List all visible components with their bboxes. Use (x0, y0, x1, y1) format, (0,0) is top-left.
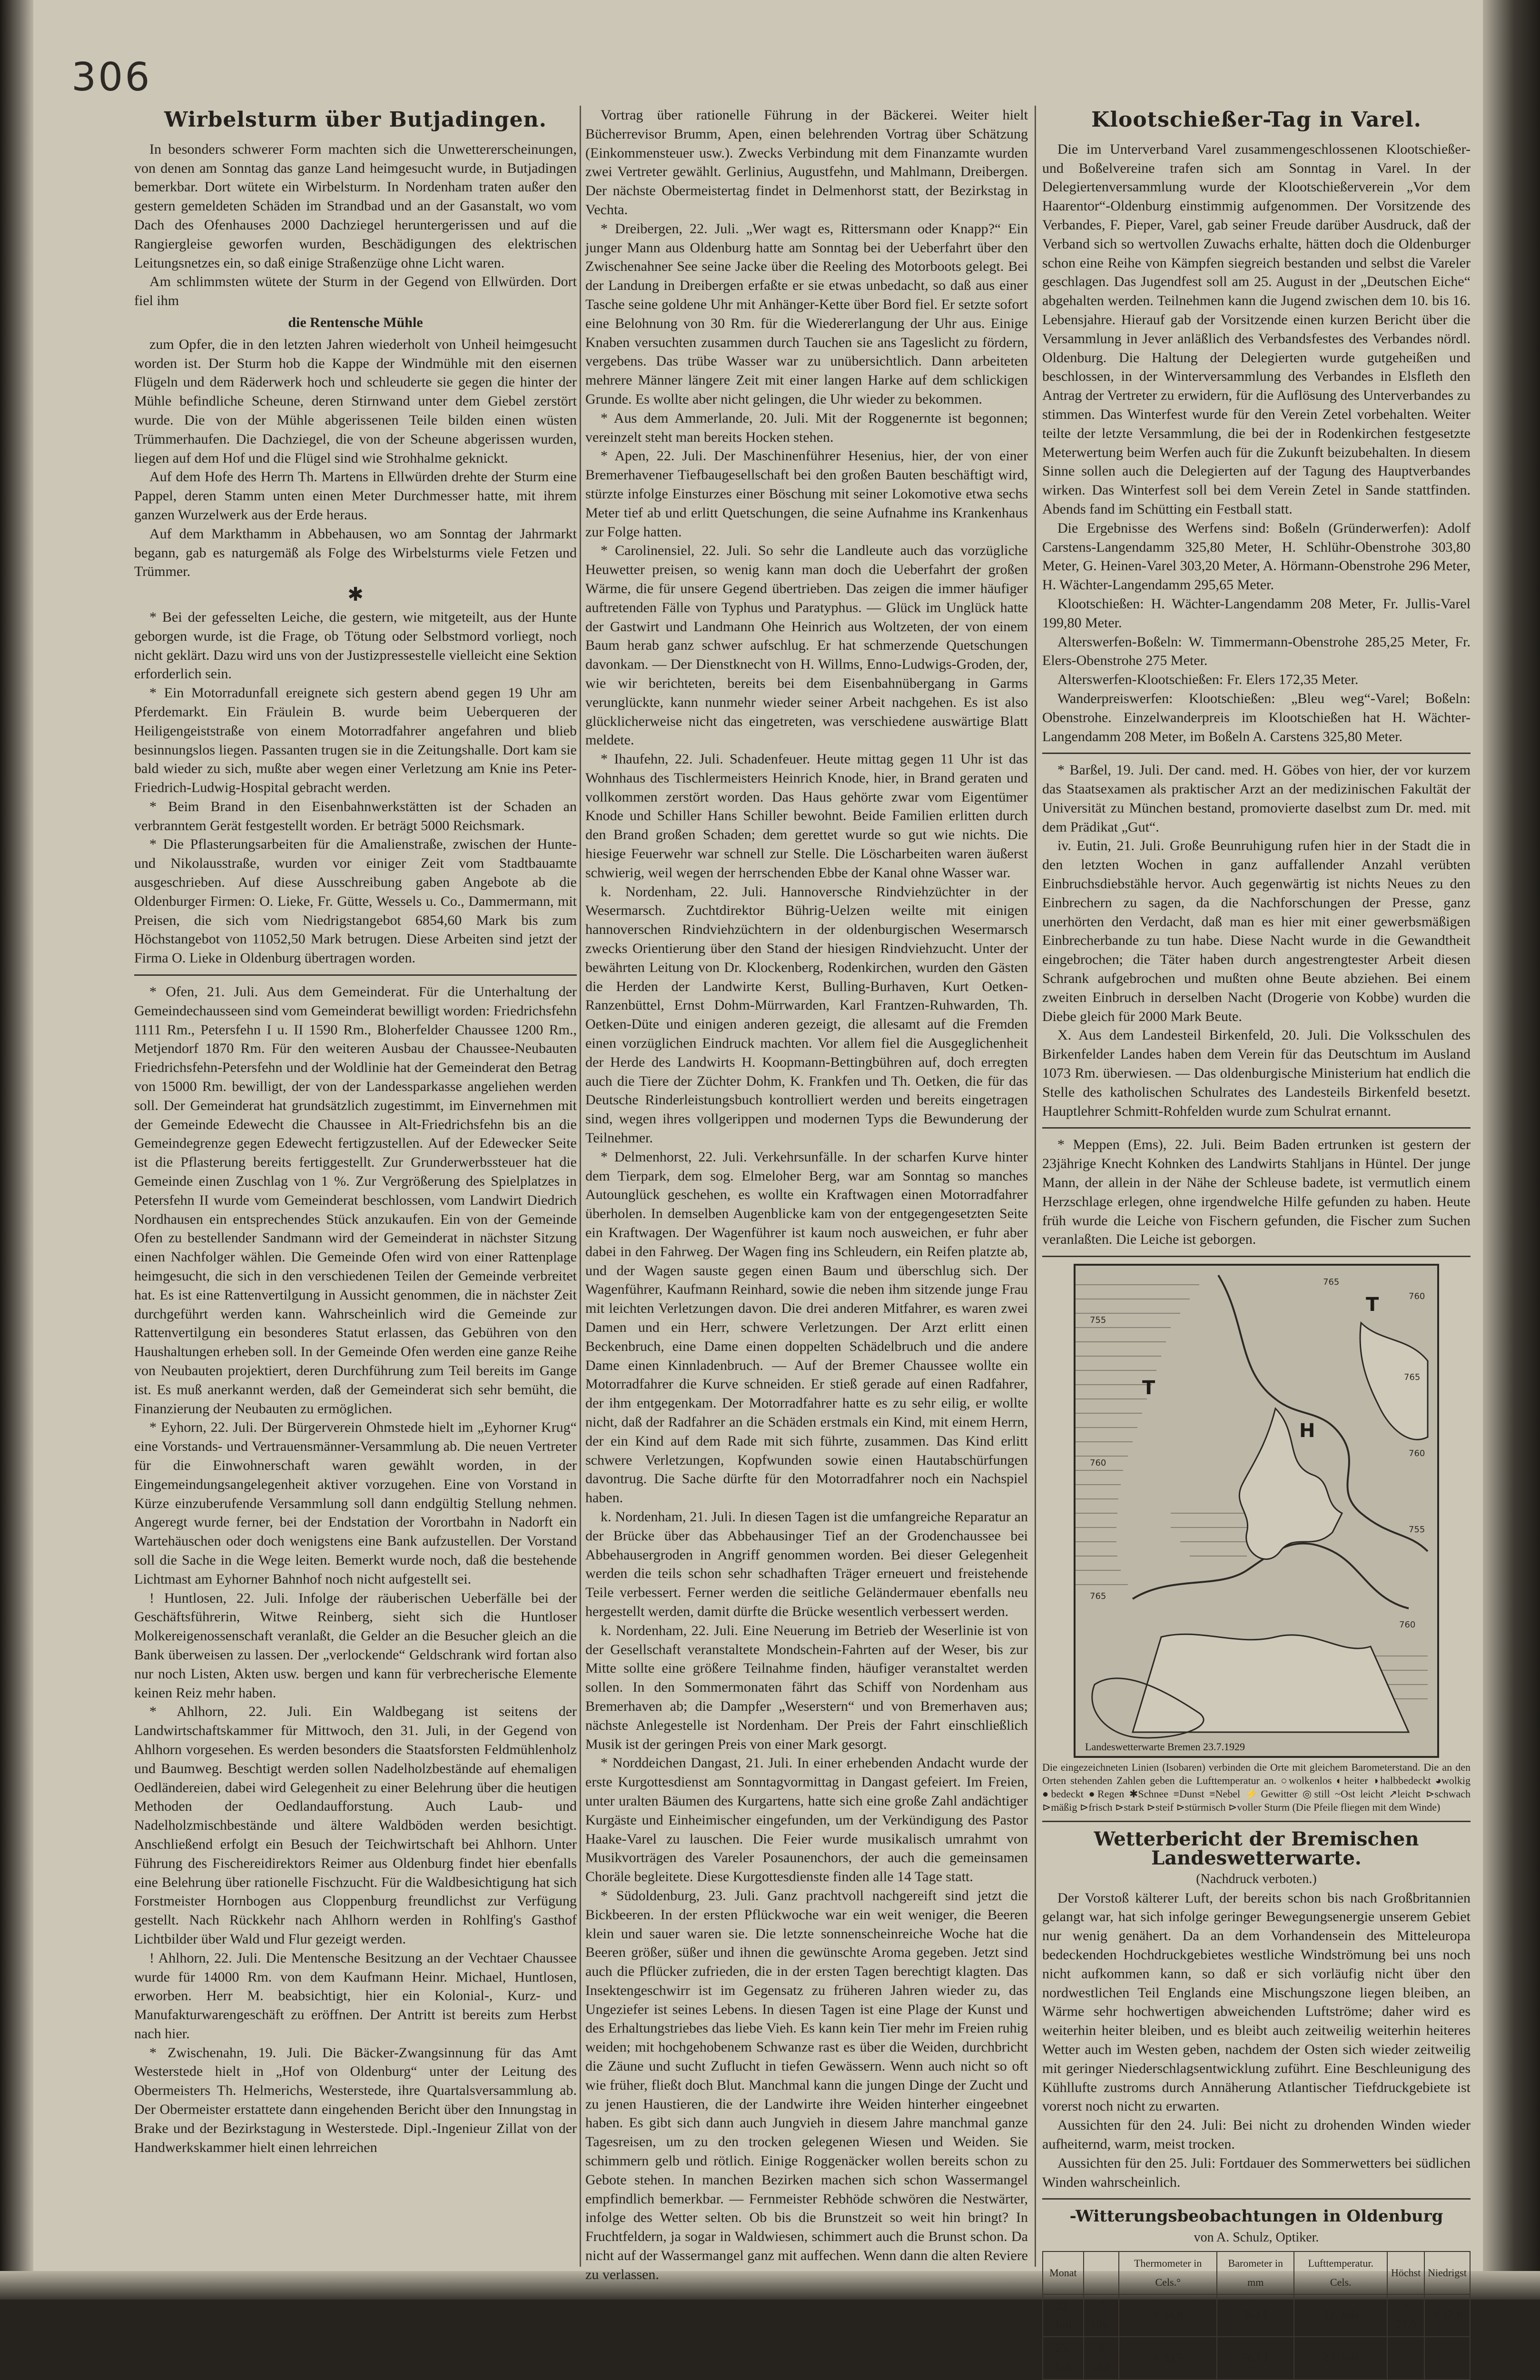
news-item: k. Nordenham, 21. Juli. In diesen Tagen ist die umfangreiche Reparatur an der Brücke über das Abbehausinger Tief an der Grodenchaussee bei Abbehausergroden in Angriff genommen worden. Bei dieser Gelegenheit werden die teils schon sehr schadhaften Träger erneuert und freistehende Teile verbessert. Ferner werden die seitliche Geländermauer ebenfalls neu hergestellt werden, damit dürfte die Brücke wesentlich verbessert werden. (585, 1508, 1028, 1619)
table-cell (1387, 2337, 1424, 2380)
section-rule (1042, 753, 1471, 754)
article-paragraph: Wanderpreiswerfen: Klootschießen: „Bleu weg“-Varel; Boßeln: Obenstrohe. Einzelwanderpreis im Klootschießen hat H. Wächter-Langendamm 208 Meter, im Boßeln A. Carstens 325,80 Meter. (1042, 690, 1471, 744)
article-paragraph: Klootschießen: H. Wächter-Langendamm 208 Meter, Fr. Jullis-Varel 199,80 Meter. (1042, 595, 1471, 631)
table-cell: + 17,8 (1424, 2294, 1470, 2337)
news-item: * Carolinensiel, 22. Juli. So sehr die Landleute auch das vorzügliche Heuwetter preisen, so wenig kann man doch die Ueberfahrt der großen Wärme, die für unsere Gegend übertrieben. Das zeigen die immer häufiger auftretenden Fälle von Typhus und Paratyphus. — Glück im Unglück hatte der Gastwirt und Landmann Ohe Heinrich aus Woltzeten, der von einem Baum herab ganz schwer aufschlug. Er hat schmerzende Quetschungen davonkam. — Der Dienstknecht von H. Willms, Enno-Ludwigs-Groden, der, wie wir berichteten, bereits bei dem Eisenbahnübergang in Garms verunglückte, kann nunmehr wieder seiner Arbeit nachgehen. Es ist also glücklicherweise nicht das eingetreten, was verschiedene auswärtige Blatt meldete. (585, 543, 1028, 748)
news-item: * Ofen, 21. Juli. Aus dem Gemeinderat. Für die Unterhaltung der Gemeindechausseen sind vom Gemeinderat bewilligt worden: Friedrichsfehn 1111 Rm., Petersfehn I u. II 1590 Rm., Bloherfelder Chaussee 1200 Rm., Metjendorf 1870 Rm. Für den weiteren Ausbau der Chaussee-Neubauten Friedrichsfehn-Petersfehn und der Woldlinie hat der Gemeinderat den Betrag von 15000 Rm. bewilligt, der von der Landessparkasse angeliehen werden soll. Der Gemeinderat hat grundsätzlich zugestimmt, im Einvernehmen mit der Gemeinde Edewecht die Chaussee in Alt-Friedrichsfehn bis an die Gemeindegrenze gegen Edewecht fertigzustellen. Auf der Edewecker Seite ist die Pflasterung bereits fertiggestellt. Zur Grunderwerbssteuer hat die Gemeinde einen Zuschlag von 1 %. Zur Vergrößerung des Spielplatzes in Petersfehn II wurde vom Gemeinderat beschlossen, vom Landwirt Diedrich Nordhausen ein entsprechendes Stück anzukaufen. Ein von der Gemeinde Ofen zu bestellender Sandmann wird der Gemeinderat in nächster Sitzung einen Nachfolger wählen. Die Gemeinde Ofen wird von einer Rattenplage heimgesucht, die sich in den verschiedenen Teilen der Gemeinde verbreitet hat. Es ist eine Rattenvertilgung in Aussicht genommen, die in nächster Zeit durchgeführt werden kann. Wahrscheinlich wird die Gemeinde zur Rattenvertilgung ein besonderes Statut erlassen, das Gebühren von den Haushaltungen erheben soll. In der Gemeinde Ofen werden eine ganze Reihe von Neubauten projektiert, deren Durchführung zum Teil bereits im Gange ist. Es muß anerkannt werden, daß der Gemeinderat sich sehr bemüht, die Finanzierung der Neubauten zu ermöglichen. (134, 984, 577, 1417)
section-rule (1042, 2198, 1471, 2200)
table-header-cell: Niedrigst (1424, 2251, 1470, 2294)
svg-text:H: H (1299, 1420, 1315, 1442)
table-row (1043, 2337, 1470, 2380)
news-item: * Zwischenahn, 19. Juli. Die Bäcker-Zwangsinnung für das Amt Westerstede hielt in „Hof von Oldenburg“ unter der Leitung des Obermeisters Th. Helmerichs, Westerstede, ihre Quartalsversammlung ab. Der Obermeister erstattete dann eingehenden Bericht über den Innungstag in Brake und der Bezirkstagung in Westerstede. Dipl.-Ingenieur Zillat von der Handwerkskammer hielt einen lehrreichen (134, 2044, 577, 2155)
table-header-cell: Lufttemperatur. Cels. (1294, 2251, 1387, 2294)
article-headline: Klootschießer-Tag in Varel. (1091, 108, 1422, 132)
article-paragraph: Am schlimmsten wütete der Sturm in der Gegend von Ellwürden. Dort fiel ihm (134, 274, 577, 309)
article-subheading: die Rentensche Mühle (288, 314, 423, 330)
map-legend: Die eingezeichneten Linien (Isobaren) verbinden die Orte mit gleichem Barometerstand. Die an den Orten stehenden Zahlen geben die Lufttemperatur an. ○wolkenlos ◐heiter ◑halbbedeckt ◕wolkig ●bedeckt ●Regen ✱Schnee ≡Dunst ≡Nebel ⚡Gewitter ◎still ~Ost leicht ↗leicht ⊳schwach ⊳mäßig ⊳frisch ⊳stark ⊳steif ⊳stürmisch ⊳voller Sturm (Die Pfeile fliegen mit dem Winde) (1042, 1761, 1471, 1814)
news-item: * Aus dem Ammerlande, 20. Juli. Mit der Roggenernte ist begonnen; vereinzelt steht man bereits Hocken stehen. (585, 410, 1028, 445)
table-header-cell (1084, 2251, 1119, 2294)
table-cell: + 27,9 (1387, 2294, 1424, 2337)
isobar-label: 765 (1090, 1591, 1106, 1602)
news-item: * Ihaufehn, 22. Juli. Schadenfeuer. Heute mittag gegen 11 Uhr ist das Wohnhaus des Tischlermeisters Heinrich Knode, hier, in Brand geraten und vollkommen zerstört worden. Das Haus gehörte zwar vom Eigentümer Knode und Schiller Hans Schiller bewohnt. Beide Familien erlitten durch den Brand großen Schaden; dem gerettet wurde so gut wie nichts. Die hiesige Feuerwehr war schnell zur Stelle. Die Löscharbeiten waren äußerst schwierig, weil wegen der herrschenden Ebbe der Kanal ohne Wasser war. (585, 751, 1028, 881)
table-header-cell: Monat (1043, 2251, 1084, 2294)
isobar-label: 760 (1090, 1458, 1106, 1468)
column-1 (134, 106, 577, 2157)
weather-report-heading: Wetterbericht der Bremischen Landeswetterwarte. (1094, 1828, 1419, 1870)
article-paragraph: zum Opfer, die in den letzten Jahren wiederholt von Unheil heimgesucht worden ist. Der Sturm hob die Kappe der Windmühle mit den eisernen Flügeln und dem Räderwerk hoch und schleuderte sie gegen die hinter der Mühle befindliche Scheune, deren Stirnwand unter dem Giebel zerstört wurde. Die von der Mühle abgerissenen Teile bilden einen wüsten Trümmerhaufen. Die Dachziegel, die von der Scheune abgerissen wurden, liegen auf dem Hof und die Flügel sind wie Strohhalme geknickt. (134, 336, 577, 466)
news-item: Vortrag über rationelle Führung in der Bäckerei. Weiter hielt Bücherrevisor Brumm, Apen, einen belehrenden Vortrag über Schätzung (Einkommensteuer usw.). Zwecks Verbindung mit dem Finanzamte wurden zwei Vertreter gewählt. Gerlinius, Augustfehn, und Mahlmann, Dreibergen. Der nächste Obermeistertag findet in Delmenhorst statt, der Bezirkstag in Vechta. (585, 107, 1028, 218)
table-header-row (1043, 2251, 1470, 2294)
article-paragraph: Auf dem Hofe des Herrn Th. Martens in Ellwürden drehte der Sturm eine Pappel, deren Stamm unten einen Meter Durchmesser hatte, mit ihrem ganzen Wurzelwerk aus der Erde heraus. (134, 469, 577, 523)
table-cell: 22. Juli (1294, 2294, 1387, 2337)
table-cell: + 24,8 (1119, 2294, 1217, 2337)
article-paragraph: Alterswerfen-Klootschießen: Fr. Elers 172,35 Meter. (1057, 672, 1359, 688)
observations-byline: von A. Schulz, Optiker. (1194, 2230, 1319, 2245)
news-item: * Ahlhorn, 22. Juli. Ein Waldbegang ist seitens der Landwirtschaftskammer für Mittwoch, den 31. Juli, in der Gegend von Ahlhorn vorgesehen. Es werden besonders die Staatsforsten Feldmühlenholz und Baumweg. Beschtigt werden sollen Nadelholzbestände auf ehemaligen Oedländereien, dabei wird Gelegenheit zu einer Belehrung über die heutigen Methoden der Oedlandaufforstung. Auch Laub- und Nadelholzmischbestände und ältere Waldböden werden besichtigt. Anschließend erfolgt ein Besuch der Teichwirtschaft bei Ahlhorn. Unter Führung des Fischereidirektors Reimer aus Oldenburg findet hier ebenfalls eine Belehrung über rationelle Fischzucht. Für die Waldbesichtigung hat sich Forstmeister Hornbogen aus Cloppenburg freundlichst zur Verfügung gestellt. Nach Rückkehr nach Ahlhorn werden in Rohlfing's Gasthof Lichtbilder über Wald und Flur gezeigt werden. (134, 1704, 577, 1947)
table-header-cell: Thermometer in Cels.° (1119, 2251, 1217, 2294)
map-label: Landeswetterwarte Bremen 23.7.1929 (1085, 1741, 1245, 1753)
isobar-label: 760 (1409, 1291, 1425, 1302)
article-paragraph: Die Ergebnisse des Werfens sind: Boßeln (Gründerwerfen): Adolf Carstens-Langendamm 325,80 Meter, H. Schlühr-Obenstrohe 303,80 Meter, G. Heinen-Varel 303,20 Meter, A. Hörmann-Obenstrohe 296 Meter, H. Wächter-Langendamm 295,65 Meter. (1042, 520, 1471, 593)
article-headline: Wirbelsturm über Butjadingen. (164, 108, 547, 132)
weather-report-note: (Nachdruck verboten.) (1196, 1871, 1317, 1886)
news-item: ! Huntlosen, 22. Juli. Infolge der räuberischen Ueberfälle bei der Geschäftsführerin, Witwe Reinberg, sieht sich die Huntloser Molkereigenossenschaft veranlaßt, die Gelder an die Besucher gleich an die Bank überweisen zu lassen. Der „verlockende“ Geldschrank wird fortan also nur noch Listen, Akten usw. bergen und kann für verbrecherische Elemente keinen Reiz mehr haben. (134, 1590, 577, 1701)
section-rule (1042, 1821, 1471, 1822)
table-row (1043, 2294, 1470, 2337)
news-item: * Barßel, 19. Juli. Der cand. med. H. Göbes von hier, der vor kurzem das Staatsexamen als praktischer Arzt an der medizinischen Fakultät der Universität zu München bestand, promovierte daselbst zum Dr. med. mit dem Prädikat „Gut“. (1042, 762, 1471, 835)
news-item: * Norddeichen Dangast, 21. Juli. In einer erhebenden Andacht wurde der erste Kurgottesdienst am Sonntagvormittag in Dangast gefeiert. Im Freien, unter uralten Bäumen des Kurgartens, hatte sich eine große Zahl andächtiger Kurgäste und Einheimischer eingefunden, um der Verkündigung des Pastor Haake-Varel zu lauschen. Die Feier wurde musikalisch umrahmt von Musikvorträgen des Vareler Posaunenchors, der auch die gemeinsamen Choräle begleitete. Diese Kurgottesdienste finden alle 14 Tage statt. (585, 1755, 1028, 1885)
table-cell: 23. Juli (1043, 2337, 1084, 2380)
news-item: X. Aus dem Landesteil Birkenfeld, 20. Juli. Die Volksschulen des Birkenfelder Landes haben dem Verein für das Deutschtum im Ausland 1073 Rm. überwiesen. — Das oldenburgische Ministerium hat endlich die Stelle des katholischen Schulrates des Landesteils Birkenfeld besetzt. Hauptlehrer Schmitt-Rohfelden wurde zum Schulrat ernannt. (1042, 1027, 1471, 1119)
section-rule (134, 974, 577, 976)
isobar-label: 760 (1409, 1448, 1425, 1459)
weather-forecast: Aussichten für den 24. Juli: Bei nicht zu drohenden Winden wieder aufheiternd, warm, meist trocken. (1042, 2117, 1471, 2152)
news-item: * Beim Brand in den Eisenbahnwerkstätten ist der Schaden an verbranntem Gerät festgestellt worden. Er beträgt 5000 Reichsmark. (134, 798, 577, 833)
table-cell: 7 Uhr. (1084, 2294, 1119, 2337)
article-paragraph: In besonders schwerer Form machten sich die Unwettererscheinungen, von denen am Sonntag das ganze Land heimgesucht wurde, in Butjadingen bemerkbar. Dort wütete ein Wirbelsturm. In Nordenham traten außer den gestern gemeldeten Schäden im Strandbad und an der Gasanstalt, wo vom Dach des Ofenhauses 2000 Dachziegel heruntergerissen und auf die Rangiergleise geworfen wurden, Beschädigungen des elektrischen Leitungsnetzes ein, so daß einige Straßenzüge ohne Licht waren. (134, 141, 577, 271)
news-item: k. Nordenham, 22. Juli. Eine Neuerung im Betrieb der Weserlinie ist von der Gesellschaft veranstaltete Mondschein-Fahrten auf der Weser, bis zur Mitte sollte eine größere Teilnahme finden, häufiger veranstaltet werden sollen. In den Sommermonaten fährt das Schiff von Nordenham aus Bremerhaven ab; die Dampfer „Weserstern“ und von Bremerhaven aus; nächste Anlegestelle ist Nordenham. Der Preis der Fahrt einschließlich Musik ist der geringen Preis von einer Mark gesorgt. (585, 1622, 1028, 1752)
scan-edge-right (1483, 0, 1540, 2300)
news-item: * Meppen (Ems), 22. Juli. Beim Baden ertrunken ist gestern der 23jährige Knecht Kohnken des Landwirts Stahljans in Hüntel. Der junge Mann, der allein in der Nähe der Schleuse badete, ist vermutlich einem Herzschlage erlegen, ohne irgendwelche Hilfe gefunden zu haben. Heute früh wurde die Leiche von Fischern gefunden, die Fischer zum Suchen veranlaßten. Die Leiche ist geborgen. (1042, 1137, 1471, 1248)
table-cell: + 20,5 (1119, 2337, 1217, 2380)
news-item: * Die Pflasterungsarbeiten für die Amalienstraße, zwischen der Hunte- und Nikolausstraße, wurden vor einiger Zeit vom Stadtbauamte ausgeschrieben. Auf diese Ausschreibung gaben Angebote ab die Oldenburger Firmen: O. Lieke, Fr. Gütte, Wessels u. Co., Dammermann, mit Preisen, die sich vom Niedrigstangebot 6854,60 Mark bis zum Höchstangebot von 11052,50 Mark betrugen. Diese Arbeiten sind jetzt der Firma O. Lieke in Oldenburg übertragen worden. (134, 836, 577, 966)
news-item: * Eyhorn, 22. Juli. Der Bürgerverein Ohmstede hielt im „Eyhorner Krug“ eine Vorstands- und Vertrauensmänner-Versammlung ab. Die neuen Vertreter für die Einwohnerschaft waren gewählt worden, in der Eingemeindungsangelegenheit aktiver vorzugehen. Eine von Vorstand in Kürze einzuberufende Versammlung soll dann endgültig Stellung nehmen. Angeregt wurde ferner, bei der Endstation der Vorortbahn in Nadorft ein Wartehäuschen oder doch wenigstens eine Bank aufzustellen. Der Vorstand soll die Sache in die Wege leiten. Bemerkt wurde noch, daß die bestehende Lichtmast am Eyhorner Bahnhof noch nicht aufgestellt sei. (134, 1419, 577, 1587)
news-item: k. Nordenham, 22. Juli. Hannoversche Rindviehzüchter in der Wesermarsch. Zuchtdirektor Bührig-Uelzen weilte mit einigen hannoverschen Rindviehzüchtern in der oldenburgischen Wesermarsch zwecks Orientierung über den Stand der hiesigen Rindviehzucht. Unter der bewährten Leitung von Dr. Klockenberg, Rodenkirchen, wurden den Gästen die Herden der Landwirte Kerst, Bulling-Burhaven, Kurt Oetken-Ranzenbüttel, Ernst Dohm-Mürrwarden, Karl Frantzen-Ruhwarden, Th. Oetken-Düte und einigen anderen gezeigt, die allesamt auf die Fremden einen vorzüglichen Eindruck machten. Vor allem fiel die Ausgeglichenheit der Herde des Landwirts H. Koopmann-Bettingbühren auf, doch erregten auch die Tiere der Züchter Dohm, K. Frankfen und Th. Oetken, die für das Deutsche Rinderleistungsbuch kontrolliert werden und bereits eingetragen sind, wegen ihres vollgerippen und modernen Typs die Bewunderung der Teilnehmer. (585, 883, 1028, 1146)
table-cell: 763,1 (1217, 2337, 1294, 2380)
scan-edge-left (0, 0, 33, 2300)
table-cell: 23. Juli (1294, 2337, 1387, 2380)
section-separator: ✱ (347, 584, 364, 605)
news-item: * Apen, 22. Juli. Der Maschinenführer Hesenius, hier, der von einer Bremerhavener Tiefbaugesellschaft bei den großen Bauten beschäftigt wird, stürzte infolge Einsturzes einer Böschung mit seiner Lokomotive etwa sechs Meter tief ab und erlitt Quetschungen, die seine Aufnahme ins Krankenhaus zur Folge hatten. (585, 448, 1028, 540)
svg-text:T: T (1366, 1294, 1379, 1316)
column-3 (1042, 106, 1471, 2380)
page-number: 306 (71, 55, 152, 100)
isobar-label: 765 (1404, 1372, 1421, 1383)
table-cell (1424, 2337, 1470, 2380)
section-rule (1042, 1256, 1471, 1257)
table-header-cell: Barometer in mm (1217, 2251, 1294, 2294)
section-rule (1042, 1127, 1471, 1129)
isobar-label: 760 (1399, 1620, 1416, 1630)
table-cell: 763,2 (1217, 2294, 1294, 2337)
column-2 (585, 106, 1028, 2284)
weather-observations-table (1042, 2251, 1471, 2380)
weather-forecast: Aussichten für den 25. Juli: Fortdauer des Sommerwetters bei südlichen Winden wahrscheinlich. (1042, 2155, 1471, 2190)
svg-text:T: T (1142, 1377, 1155, 1399)
observations-heading: -Witterungsbeobachtungen in Oldenburg (1069, 2207, 1443, 2226)
isobar-label: 765 (1323, 1277, 1340, 1288)
news-item: * Delmenhorst, 22. Juli. Verkehrsunfälle. In der scharfen Kurve hinter dem Tierpark, dem sog. Elmeloher Berg, war am Sonntag so manches Autounglück geschehen, es wollte ein Kraftwagen einen Motorradfahrer überholen. In demselben Augenblicke kam von der entgegengesetzten Seite ein Kraftwagen. Der Wagenführer ist kaum noch ausweichen, er fuhr aber dabei in den Fahrweg. Der Wagen fing ins Schleudern, ein Reifen platzte ab, und der Wagen sauste gegen einen Baum und überschlug sich. Der Wagenführer, Kaufmann Reinhard, sowie die neben ihm sitzende junge Frau mit leichten Verletzungen davon. Die drei anderen Mitfahrer, es waren zwei Damen und ein Herr, schwere Verletzungen. Der Arzt erlitt einen Beckenbruch, eine Dame einen doppelten Schädelbruch und die andere Dame einen Kinnladenbruch. — Auf der Bremer Chaussee wollte ein Motorradfahrer die Kurve schneiden. Er stieß gerade auf einen Radfahrer, der ihm entgegenkam. Der Motorradfahrer hatte es zu sehr eilig, er wollte nicht, daß der Radfahrer an die Schäden erstmals ein Kind, mit einem Herrn, der ein Kind auf dem Rade mit sich führte, zusammen. Das Kind erlitt schwere Verletzungen, Kopfwunden sowie einen Hautabschürfungen davontrug. Die Sache dürfte für den Motorradfahrer noch ein Nachspiel haben. (585, 1149, 1028, 1506)
article-paragraph: Auf dem Markthamm in Abbehausen, wo am Sonntag der Jahrmarkt begann, gab es naturgemäß als Folge des Wirbelsturms viele Fetzen und Trümmer. (134, 526, 577, 580)
news-item: ! Ahlhorn, 22. Juli. Die Mentensche Besitzung an der Vechtaer Chaussee wurde für 14000 Rm. von dem Kaufmann Heinr. Michael, Huntlosen, erworben. Herr M. beabsichtigt, hier ein Kolonial-, Kurz- und Manufakturwarengeschäft zu eröffnen. Der Antritt ist bereits zum Herbst nach hier. (134, 1950, 577, 2042)
column-divider (1035, 106, 1036, 2267)
isobar-label: 755 (1090, 1315, 1106, 1326)
weather-map-graphic (1076, 1266, 1437, 1756)
article-paragraph: Alterswerfen-Boßeln: W. Timmermann-Obenstrohe 285,25 Meter, Fr. Elers-Obenstrohe 275 Meter. (1042, 634, 1471, 669)
table-cell: 8 Uhr. (1084, 2337, 1119, 2380)
table-header-cell: Höchst (1387, 2251, 1424, 2294)
weather-map (1074, 1264, 1439, 1758)
news-item: * Dreibergen, 22. Juli. „Wer wagt es, Rittersmann oder Knapp?“ Ein junger Mann aus Oldenburg hatte am Sonntag bei der Ueberfahrt über den Zwischenahner See seine Jacke über die Reeling des Motorboots gelegt. Bei der Landung in Dreibergen erfaßte er sie etwas unbedacht, so daß aus einer Tasche seine goldene Uhr mit Anhänger-Kette über Bord fiel. Er setzte sofort eine Belohnung von 30 Rm. für die Wiedererlangung der Uhr aus. Einige Knaben versuchten zusammen durch Tauchen sie ans Tageslicht zu fördern, vergebens. Das trübe Wasser war zu unübersichtlich. Dann arbeiteten mehrere Männer längere Zeit mit einer langen Harke auf dem schlickigen Grunde. Es wollte aber nicht gelingen, die Uhr wieder zu bekommen. (585, 220, 1028, 407)
news-item: * Südoldenburg, 23. Juli. Ganz prachtvoll nachgereift sind jetzt die Bickbeeren. In der ersten Pflückwoche war ein weit weniger, die Beeren klein und sauer waren sie. Die letzte sonnenscheinreiche Woche hat die Beeren größer, süßer und ihnen die gewünschte Aroma gegeben. Jetzt sind auch die Pflücker zufrieden, die in der ersten Tagen berechtigt klagten. Das Insektengeschwirr ist im Gegensatz zu früheren Jahren wieder zu, das Ungeziefer ist seines Lebens. In diesen Tagen ist eine Plage der Kunst und des Erhaltungstriebes das liebe Vieh. Es kann kein Tier mehr im Freien ruhig weiden; mit hochgehobenem Schwanze rast es über die Weiden, durchbricht die Zäune und sucht Zuflucht in tiefen Gewässern. Wenn auch nicht so oft wie früher, fließt doch Blut. Manchmal kann die jungen Dinge der Zucht und zu jenen Haustieren, die der Landwirte ihre Weiden hinterher eingeebnet haben. Es gibt sich dann auch Jungvieh in diesem Jahre manchmal ganze Tagesreisen, um zu den trocken gelegenen Wiesen und Weiden. Sie schimmern gelb und rötlich. Einige Roggenäcker wollen bereits schon zu Gebote stehen. In manchen Bezirken machen sich schon Wassermangel empfindlich bemerkbar. — Fernmeister Rebhöde schwören die Nestwärter, infolge des Wetter selten. Ob bis die Brunstzeit so weit hin bringt? In Fruchtfeldern, ja sogar in Waldwiesen, schimmert auch die Brunst schon. Da nicht auf der Wassermangel ganz mit auffechen. Wenn dann die alten Reviere zu verlassen. (585, 1887, 1028, 2282)
column-divider (580, 106, 581, 2267)
table-cell: 22. Juli (1043, 2294, 1084, 2337)
news-item: iv. Eutin, 21. Juli. Große Beunruhigung rufen hier in der Stadt die in den letzten Wochen in ganz auffallender Anzahl verübten Einbruchsdiebstähle hervor. Auch gegenwärtig ist nichts Neues zu den Einbrechern zu sagen, da die Nachforschungen der Presse, ganz unerhörten den Verdacht, daß man es hier mit einer gewerbsmäßigen Einbrecherbande zu tun habe. Diese Nacht wurde in die Gewandtheit eingebrochen; die Täter haben durch angestrengtester Arbeit diesen Schrank aufgebrochen und mußten ohne Beute abziehen. Bei einem zweiten Einbruch in derselben Nacht (Drogerie von Kobbe) wurden die Diebe gleich für 2000 Mark Beute. (1042, 838, 1471, 1024)
article-paragraph: Die im Unterverband Varel zusammengeschlossenen Klootschießer- und Boßelvereine trafen sich am Sonntag in Varel. In der Delegiertenversammlung wurde der Klootschießerverein „Vor dem Haarentor“-Oldenburg einstimmig aufgenommen. Der Vorsitzende des Verbandes, F. Pieper, Varel, gab seiner Freude darüber Ausdruck, daß der Verband sich so wertvollen Zuwachs erhalte, hätten doch die Oldenburger schon eine Reihe von Kämpfen siegreich bestanden und selbst die Vareler geschlagen. Das Jugendfest soll am 25. August in der „Deutschen Eiche“ abgehalten werden. Teilnehmen kann die Jugend zwischen dem 10. bis 16. Lebensjahre. Hierauf gab der Vorsitzende einen kurzen Bericht über die Versammlung in Jever anläßlich des Verbandsfestes des Verbandes nördl. Oldenburg. Die Haltung der Delegierten wurde gutgeheißen und beschlossen, in der Winterversammlung des Verbandes in Elsfleth den Antrag der Vertreter zu erwidern, für die Auflösung des Unterverbandes zu stimmen. Das Winterfest wurde für den Verein Zetel vorbehalten. Weiter teilte der letzte Versammlung, die bei der in Rodenkirchen festgesetzte Meterwertung beim Werfen auch für die Zukunft beizubehalten. In diesem Sinne sollen auch die Delegierten auf der Tagung des Hauptverbandes wirken. Das Winterfest soll bei dem Verein Zetel in Sande stattfinden. Abends fand im Schütting ein Festball statt. (1042, 141, 1471, 517)
news-item: * Bei der gefesselten Leiche, die gestern, wie mitgeteilt, aus der Hunte geborgen wurde, ist die Frage, ob Tötung oder Selbstmord vorliegt, noch nicht geklärt. Dazu wird uns von der Justizpressestelle vielleicht eine Sektion erforderlich sein. (134, 609, 577, 682)
weather-report-text: Der Vorstoß kälterer Luft, der bereits schon bis nach Großbritannien gelangt war, hat sich infolge geringer Bewegungsenergie unserem Gebiet nur wenig genähert. Da an dem Vorhandensein des Mitteleuropa bedeckenden Hochdruckgebietes westliche Windströmung bei uns noch nicht aufkommen kann, so daß er sich vorläufig nicht über den nordwestlichen Teil Englands eine Mischungszone liegen bleiben, an Wärme sehr hochwertigen abweichenden Luftströme; daher wird es weiterhin heiter bleiben, und es bleibt auch zeitweilig weiterhin heiteres Wetter auch im Westen geben, nachdem der Osten sich wieder zeitweilig mit geringer Niederschlagsentwicklung zuführt. Eine Beschleunigung des Kühllufte zustroms durch Annäherung Atlantischer Tiefdruckgebiete ist vorerst noch nicht zu erwarten. (1042, 1890, 1471, 2114)
isobar-label: 755 (1409, 1525, 1425, 1535)
news-item: * Ein Motorradunfall ereignete sich gestern abend gegen 19 Uhr am Pferdemarkt. Ein Fräulein B. wurde beim Ueberqueren der Heiligengeiststraße von einem Motorradfahrer angefahren und blieb besinnungslos liegen. Passanten trugen sie in die Zeitungshalle. Dort kam sie bald wieder zu sich, mußte aber wegen einer Verletzung am Knie ins Peter-Friedrich-Ludwig-Hospital gebracht werden. (134, 685, 577, 796)
